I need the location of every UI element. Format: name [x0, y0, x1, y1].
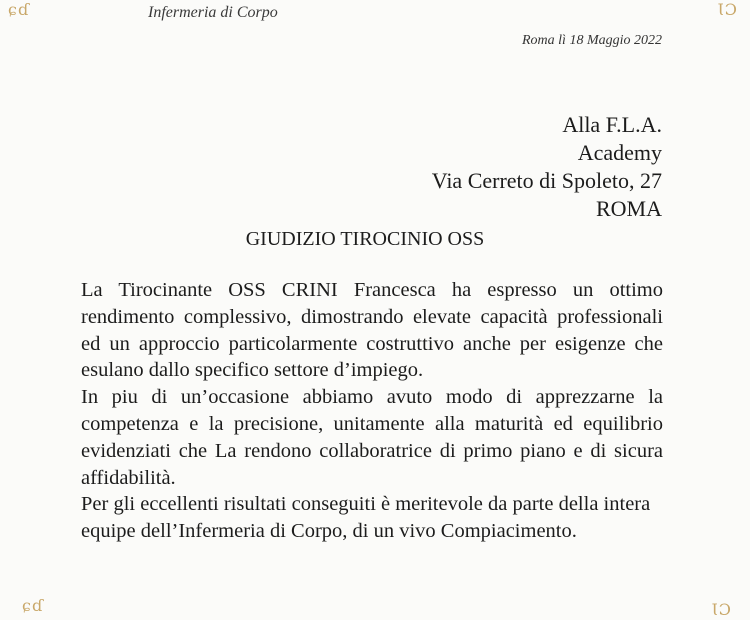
corner-ornament-top-right: ƖƆ — [717, 0, 738, 19]
letter-date: Roma lì 18 Maggio 2022 — [522, 33, 662, 48]
corner-ornament-bottom-left: ɕɗ — [22, 596, 44, 615]
letterhead-name: Infermeria di Corpo — [148, 4, 278, 21]
body-paragraph: La Tirocinante OSS CRINI Francesca ha espresso un ottimo rendimento complessivo, dimostrando elevate capacità professionali ed un approccio particolarmente costruttivo anche per esigenze che esulano dallo specifico settore d’impiego. — [81, 279, 663, 382]
corner-ornament-bottom-right: ƖƆ — [711, 600, 732, 619]
letter-heading — [0, 228, 750, 251]
corner-ornament-top-left: ɕɗ — [8, 0, 30, 19]
body-paragraph: In piu di un’occasione abbiamo avuto modo di apprezzarne la competenza e la precisione, unitamente alla maturità ed equilibrio evidenziati che La rendono collaboratrice di primo piano e di sicura affidabilità. — [81, 386, 663, 489]
recipient-line: ROMA — [595, 196, 662, 221]
recipient-address — [432, 111, 662, 223]
letter-heading-text: GIUDIZIO TIROCINIO OSS — [245, 228, 485, 250]
letter-body — [81, 277, 663, 545]
recipient-line: Via Cerreto di Spoleto, 27 — [431, 168, 662, 193]
recipient-line: Academy — [577, 140, 662, 165]
recipient-line: Alla F.L.A. — [562, 112, 662, 137]
body-paragraph: Per gli eccellenti risultati conseguiti è meritevole da parte della intera equipe dell’Infermeria di Corpo, di un vivo Compiacimento. — [81, 493, 651, 543]
